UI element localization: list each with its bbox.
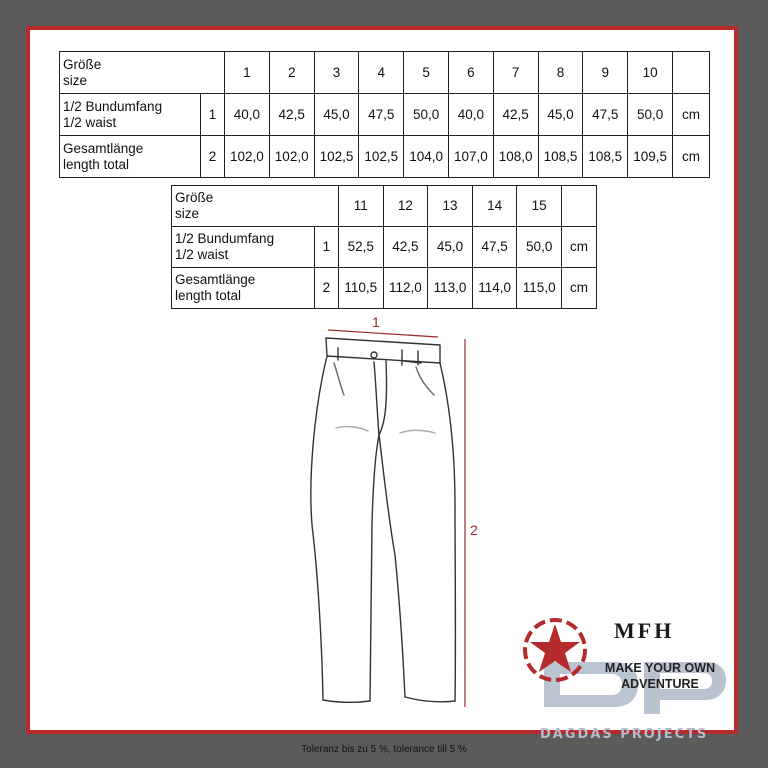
value-cell: 108,0 [493,136,538,178]
value-cell: 107,0 [448,136,493,178]
row-label: Gesamtlänge length total [60,136,201,178]
size-header-label: Größe size [172,186,339,227]
value-cell: 115,0 [517,268,562,309]
size-cell: 9 [583,52,628,94]
value-cell: 47,5 [359,94,404,136]
row-label: Gesamtlänge length total [172,268,315,309]
size-cell: 4 [359,52,404,94]
value-cell: 109,5 [628,136,673,178]
value-cell: 112,0 [383,268,428,309]
tolerance-note: Toleranz bis zu 5 %, tolerance till 5 % [301,744,467,755]
size-header-label: Größe size [60,52,225,94]
value-cell: 45,0 [538,94,583,136]
value-cell: 42,5 [269,94,314,136]
row-index: 2 [201,136,225,178]
slogan-line-1: MAKE YOUR OWN [604,661,716,675]
value-cell: 47,5 [472,227,517,268]
value-cell: 42,5 [493,94,538,136]
size-table-1 [59,51,710,178]
value-cell: 47,5 [583,94,628,136]
size-cell: 5 [404,52,449,94]
size-cell: 1 [225,52,270,94]
value-cell: 45,0 [314,94,359,136]
value-cell: 104,0 [404,136,449,178]
value-cell: 40,0 [225,94,270,136]
size-cell: 8 [538,52,583,94]
value-cell: 50,0 [517,227,562,268]
unit-header-cell [562,186,597,227]
size-cell: 2 [269,52,314,94]
slogan-line-2: ADVENTURE [621,677,699,691]
size-cell: 14 [472,186,517,227]
waist-row [60,94,710,136]
value-cell: 102,5 [314,136,359,178]
length-marker: 2 [470,522,478,538]
row-label: 1/2 Bundumfang 1/2 waist [172,227,315,268]
size-header-row [60,52,710,94]
value-cell: 42,5 [383,227,428,268]
value-cell: 52,5 [339,227,384,268]
value-cell: 108,5 [583,136,628,178]
row-index: 2 [314,268,338,309]
size-cell: 6 [448,52,493,94]
size-cell: 7 [493,52,538,94]
unit-cell: cm [673,136,710,178]
value-cell: 102,5 [359,136,404,178]
size-table-2 [171,185,597,309]
value-cell: 50,0 [628,94,673,136]
brand-name: MFH [614,618,675,643]
waist-marker: 1 [372,314,380,330]
size-cell: 11 [339,186,384,227]
row-label: 1/2 Bundumfang 1/2 waist [60,94,201,136]
waist-dimension-line [328,330,438,337]
value-cell: 113,0 [428,268,473,309]
waist-row [172,227,597,268]
row-index: 1 [314,227,338,268]
row-index: 1 [201,94,225,136]
unit-cell: cm [562,227,597,268]
value-cell: 40,0 [448,94,493,136]
waistband [326,338,440,363]
length-row [172,268,597,309]
size-cell: 12 [383,186,428,227]
size-cell: 3 [314,52,359,94]
value-cell: 102,0 [225,136,270,178]
brand-slogan [596,660,724,692]
watermark-text: DAGDAS PROJECTS [540,727,709,742]
size-cell: 10 [628,52,673,94]
size-cell: 15 [517,186,562,227]
trousers-diagram [300,315,500,715]
unit-cell: cm [673,94,710,136]
value-cell: 114,0 [472,268,517,309]
value-cell: 45,0 [428,227,473,268]
unit-cell: cm [562,268,597,309]
unit-header-cell [673,52,710,94]
value-cell: 108,5 [538,136,583,178]
size-cell: 13 [428,186,473,227]
button [371,352,377,358]
value-cell: 50,0 [404,94,449,136]
size-header-row [172,186,597,227]
value-cell: 110,5 [339,268,384,309]
length-row [60,136,710,178]
value-cell: 102,0 [269,136,314,178]
